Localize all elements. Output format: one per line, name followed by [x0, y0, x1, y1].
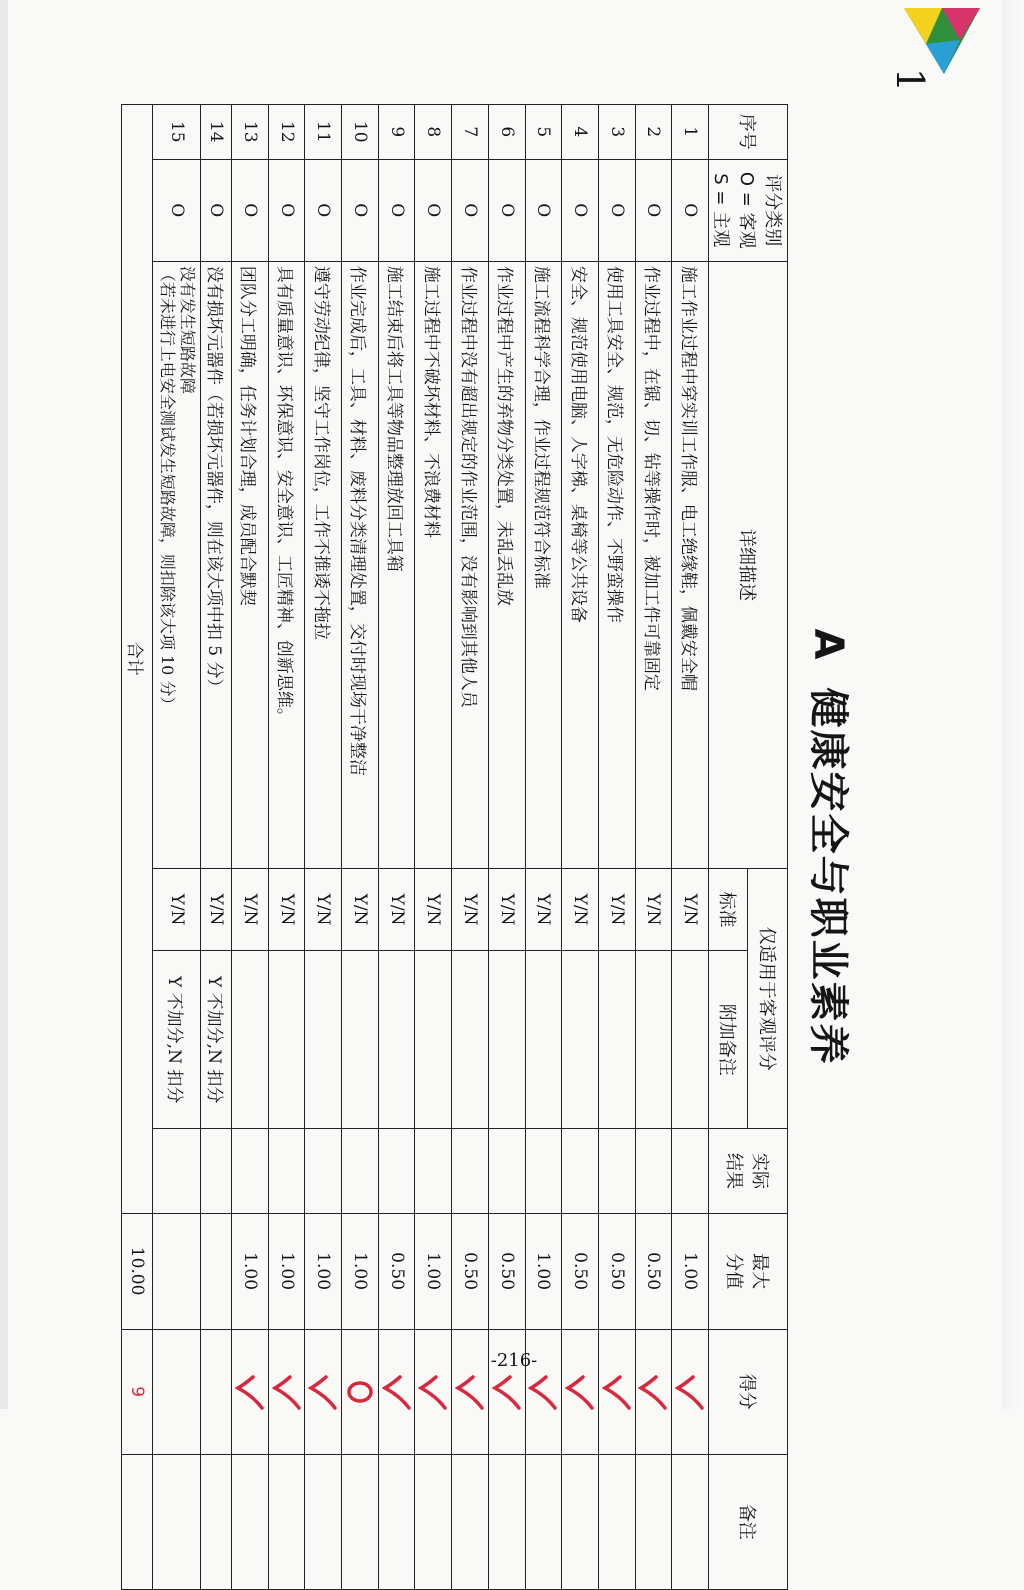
header-category-line1: 评分类别 — [762, 174, 783, 247]
table-body — [122, 105, 709, 1590]
row-standard: Y/N — [525, 869, 562, 951]
row-remark — [232, 1454, 269, 1589]
row-remark — [201, 1454, 232, 1589]
row-actual — [305, 1129, 342, 1213]
row-extra-note — [525, 950, 562, 1129]
row-description — [152, 261, 201, 868]
header-objective-group: 仅适用于客观评分 — [748, 869, 788, 1129]
row-description: 没有损坏元器件（若损坏元器件，则在该大项中扣 5 分） — [201, 261, 232, 868]
row-score-mark — [452, 1329, 489, 1454]
row-category: O — [201, 159, 232, 261]
row-description: 遵守劳动纪律，坚守工作岗位，工作不推诿不拖拉 — [305, 261, 342, 868]
row-score-mark — [152, 1329, 201, 1454]
row-extra-note — [488, 950, 525, 1129]
corner-number: 1 — [888, 67, 932, 93]
row-remark — [305, 1454, 342, 1589]
row-seq: 5 — [525, 105, 562, 160]
row-actual — [452, 1129, 489, 1213]
sheet-title — [786, 104, 870, 1590]
page-number: -216- — [490, 1350, 538, 1371]
row-actual — [488, 1129, 525, 1213]
row-seq: 1 — [672, 105, 709, 160]
check-mark-icon — [308, 1374, 338, 1410]
row-actual — [378, 1129, 415, 1213]
header-extra-note: 附加备注 — [709, 950, 749, 1129]
zero-mark-icon — [345, 1374, 375, 1410]
row-extra-note — [415, 950, 452, 1129]
table-row — [635, 105, 672, 1590]
row-extra-note — [305, 950, 342, 1129]
row-max: 0.50 — [635, 1213, 672, 1329]
row-standard: Y/N — [562, 869, 599, 951]
row-seq: 13 — [232, 105, 269, 160]
table-row — [378, 105, 415, 1590]
row-standard: Y/N — [232, 869, 269, 951]
row-remark — [672, 1454, 709, 1589]
row-extra-note — [232, 950, 269, 1129]
row-standard: Y/N — [305, 869, 342, 951]
table-row — [598, 105, 635, 1590]
table-row — [305, 105, 342, 1590]
row-score-mark — [488, 1329, 525, 1454]
row-description-line1: 没有发生短路故障 — [177, 265, 197, 394]
total-max: 10.00 — [122, 1213, 153, 1329]
row-description: 作业过程中产生的弃物分类处置，未乱丢乱放 — [488, 261, 525, 868]
total-row — [122, 105, 153, 1590]
header-category-line2: O = 客观 — [736, 171, 757, 249]
row-max: 1.00 — [268, 1213, 305, 1329]
header-category — [709, 159, 788, 261]
row-remark — [415, 1454, 452, 1589]
row-standard: Y/N — [672, 869, 709, 951]
row-remark — [268, 1454, 305, 1589]
check-mark-icon — [382, 1374, 412, 1410]
row-extra-note — [452, 950, 489, 1129]
header-score: 得分 — [709, 1329, 788, 1454]
row-description: 施工流程科学合理，作业过程规范符合标准 — [525, 261, 562, 868]
row-actual — [268, 1129, 305, 1213]
row-category: O — [488, 159, 525, 261]
header-category-line3: S = 主观 — [710, 173, 731, 248]
row-description: 施工作业过程中穿实训工作服、电工绝缘鞋，佩戴安全帽 — [672, 261, 709, 868]
header-row-1 — [748, 105, 788, 1590]
row-standard: Y/N — [342, 869, 379, 951]
row-max: 0.50 — [452, 1213, 489, 1329]
row-extra-note: Y 不加分,N 扣分 — [152, 950, 201, 1129]
row-category: O — [152, 159, 201, 261]
row-remark — [152, 1454, 201, 1589]
check-mark-icon — [235, 1374, 265, 1410]
title-letter: A — [805, 628, 851, 662]
row-description: 安全、规范使用电脑、人字梯、桌椅等公共设备 — [562, 261, 599, 868]
row-standard: Y/N — [452, 869, 489, 951]
scan-right-edge — [1002, 0, 1024, 1409]
row-remark — [488, 1454, 525, 1589]
row-category: O — [598, 159, 635, 261]
row-standard: Y/N — [488, 869, 525, 951]
row-category: O — [635, 159, 672, 261]
row-description: 作业过程中没有超出规定的作业范围，没有影响到其他人员 — [452, 261, 489, 868]
row-description: 团队分工明确，任务计划合理，成员配合默契 — [232, 261, 269, 868]
row-extra-note — [378, 950, 415, 1129]
row-actual — [635, 1129, 672, 1213]
row-remark — [598, 1454, 635, 1589]
row-actual — [201, 1129, 232, 1213]
row-description: 作业过程中，在锯、切、钻等操作时，被加工件可靠固定 — [635, 261, 672, 868]
row-max: 1.00 — [415, 1213, 452, 1329]
table-row — [232, 105, 269, 1590]
row-score-mark — [342, 1329, 379, 1454]
row-max — [201, 1213, 232, 1329]
check-mark-icon — [418, 1374, 448, 1410]
check-mark-icon — [492, 1374, 522, 1410]
row-seq: 7 — [452, 105, 489, 160]
row-seq: 4 — [562, 105, 599, 160]
row-standard: Y/N — [201, 869, 232, 951]
row-actual — [562, 1129, 599, 1213]
row-description: 具有质量意识、环保意识、安全意识、工匠精神、创新思维。 — [268, 261, 305, 868]
row-seq: 10 — [342, 105, 379, 160]
row-seq: 12 — [268, 105, 305, 160]
row-standard: Y/N — [152, 869, 201, 951]
row-category: O — [672, 159, 709, 261]
row-remark — [452, 1454, 489, 1589]
row-seq: 9 — [378, 105, 415, 160]
row-score-mark — [268, 1329, 305, 1454]
row-max: 0.50 — [488, 1213, 525, 1329]
row-description: 施工过程中不破坏材料、不浪费材料 — [415, 261, 452, 868]
row-max: 0.50 — [562, 1213, 599, 1329]
row-seq: 2 — [635, 105, 672, 160]
row-extra-note — [635, 950, 672, 1129]
header-actual-line2: 结果 — [723, 1153, 744, 1190]
row-remark — [635, 1454, 672, 1589]
row-max: 0.50 — [378, 1213, 415, 1329]
row-description: 使用工具安全、规范，无危险动作、不野蛮操作 — [598, 261, 635, 868]
table-row — [152, 105, 201, 1590]
row-seq: 3 — [598, 105, 635, 160]
row-max: 1.00 — [305, 1213, 342, 1329]
row-standard: Y/N — [635, 869, 672, 951]
table-row — [672, 105, 709, 1590]
check-mark-icon — [565, 1374, 595, 1410]
row-score-mark — [305, 1329, 342, 1454]
header-actual-line1: 实际 — [749, 1153, 770, 1190]
row-standard: Y/N — [378, 869, 415, 951]
header-description: 详细描述 — [709, 261, 788, 868]
row-extra-note — [562, 950, 599, 1129]
row-score-mark — [415, 1329, 452, 1454]
header-max-line1: 最大 — [749, 1253, 770, 1290]
total-label: 合计 — [122, 105, 153, 1214]
row-actual — [232, 1129, 269, 1213]
row-seq: 8 — [415, 105, 452, 160]
row-actual — [342, 1129, 379, 1213]
row-description: 施工结束后将工具等物品整理放回工具箱 — [378, 261, 415, 868]
row-seq: 11 — [305, 105, 342, 160]
row-category: O — [525, 159, 562, 261]
header-standard: 标准 — [709, 869, 749, 951]
row-seq: 15 — [152, 105, 201, 160]
check-mark-icon — [602, 1374, 632, 1410]
row-standard: Y/N — [415, 869, 452, 951]
row-max: 1.00 — [232, 1213, 269, 1329]
table-row — [268, 105, 305, 1590]
row-remark — [525, 1454, 562, 1589]
title-text: 健康安全与职业素养 — [805, 687, 851, 1066]
header-remark: 备注 — [709, 1454, 788, 1589]
row-max: 1.00 — [672, 1213, 709, 1329]
row-category: O — [378, 159, 415, 261]
row-max: 1.00 — [342, 1213, 379, 1329]
check-mark-icon — [638, 1374, 668, 1410]
row-extra-note — [598, 950, 635, 1129]
table-row — [342, 105, 379, 1590]
row-remark — [342, 1454, 379, 1589]
check-mark-icon — [272, 1374, 302, 1410]
row-category: O — [305, 159, 342, 261]
table-row — [562, 105, 599, 1590]
row-max — [152, 1213, 201, 1329]
row-category: O — [268, 159, 305, 261]
row-actual — [598, 1129, 635, 1213]
row-category: O — [232, 159, 269, 261]
row-category: O — [562, 159, 599, 261]
row-actual — [415, 1129, 452, 1213]
row-seq: 6 — [488, 105, 525, 160]
row-remark — [378, 1454, 415, 1589]
header-max-line2: 分值 — [723, 1253, 744, 1290]
row-category: O — [415, 159, 452, 261]
row-score-mark — [672, 1329, 709, 1454]
check-mark-icon — [455, 1374, 485, 1410]
row-max: 1.00 — [525, 1213, 562, 1329]
row-score-mark — [201, 1329, 232, 1454]
table-row — [415, 105, 452, 1590]
row-max: 0.50 — [598, 1213, 635, 1329]
row-actual — [525, 1129, 562, 1213]
row-description: 作业完成后，工具、材料、废料分类清理处置，交付时现场干净整洁 — [342, 261, 379, 868]
row-score-mark — [598, 1329, 635, 1454]
row-category: O — [452, 159, 489, 261]
row-remark — [562, 1454, 599, 1589]
row-standard: Y/N — [598, 869, 635, 951]
row-extra-note — [268, 950, 305, 1129]
total-score-handwritten: 9 — [122, 1329, 153, 1454]
row-actual — [672, 1129, 709, 1213]
total-remark — [122, 1454, 153, 1589]
row-extra-note — [342, 950, 379, 1129]
row-score-mark — [378, 1329, 415, 1454]
header-seq: 序号 — [709, 105, 788, 160]
row-extra-note: Y 不加分,N 扣分 — [201, 950, 232, 1129]
check-mark-icon — [528, 1374, 558, 1410]
scoring-table — [121, 104, 788, 1590]
row-seq: 14 — [201, 105, 232, 160]
row-category: O — [342, 159, 379, 261]
row-score-mark — [525, 1329, 562, 1454]
row-score-mark — [635, 1329, 672, 1454]
scan-left-edge — [0, 0, 8, 1409]
check-mark-icon — [675, 1374, 705, 1410]
row-score-mark — [562, 1329, 599, 1454]
row-description-line2: （若未进行上电安全测试发生短路故障，则扣除该大项 10 分） — [157, 265, 177, 713]
row-actual — [152, 1129, 201, 1213]
row-standard: Y/N — [268, 869, 305, 951]
table-row — [201, 105, 232, 1590]
header-actual — [709, 1129, 788, 1213]
row-score-mark — [232, 1329, 269, 1454]
row-extra-note — [672, 950, 709, 1129]
header-max — [709, 1213, 788, 1329]
